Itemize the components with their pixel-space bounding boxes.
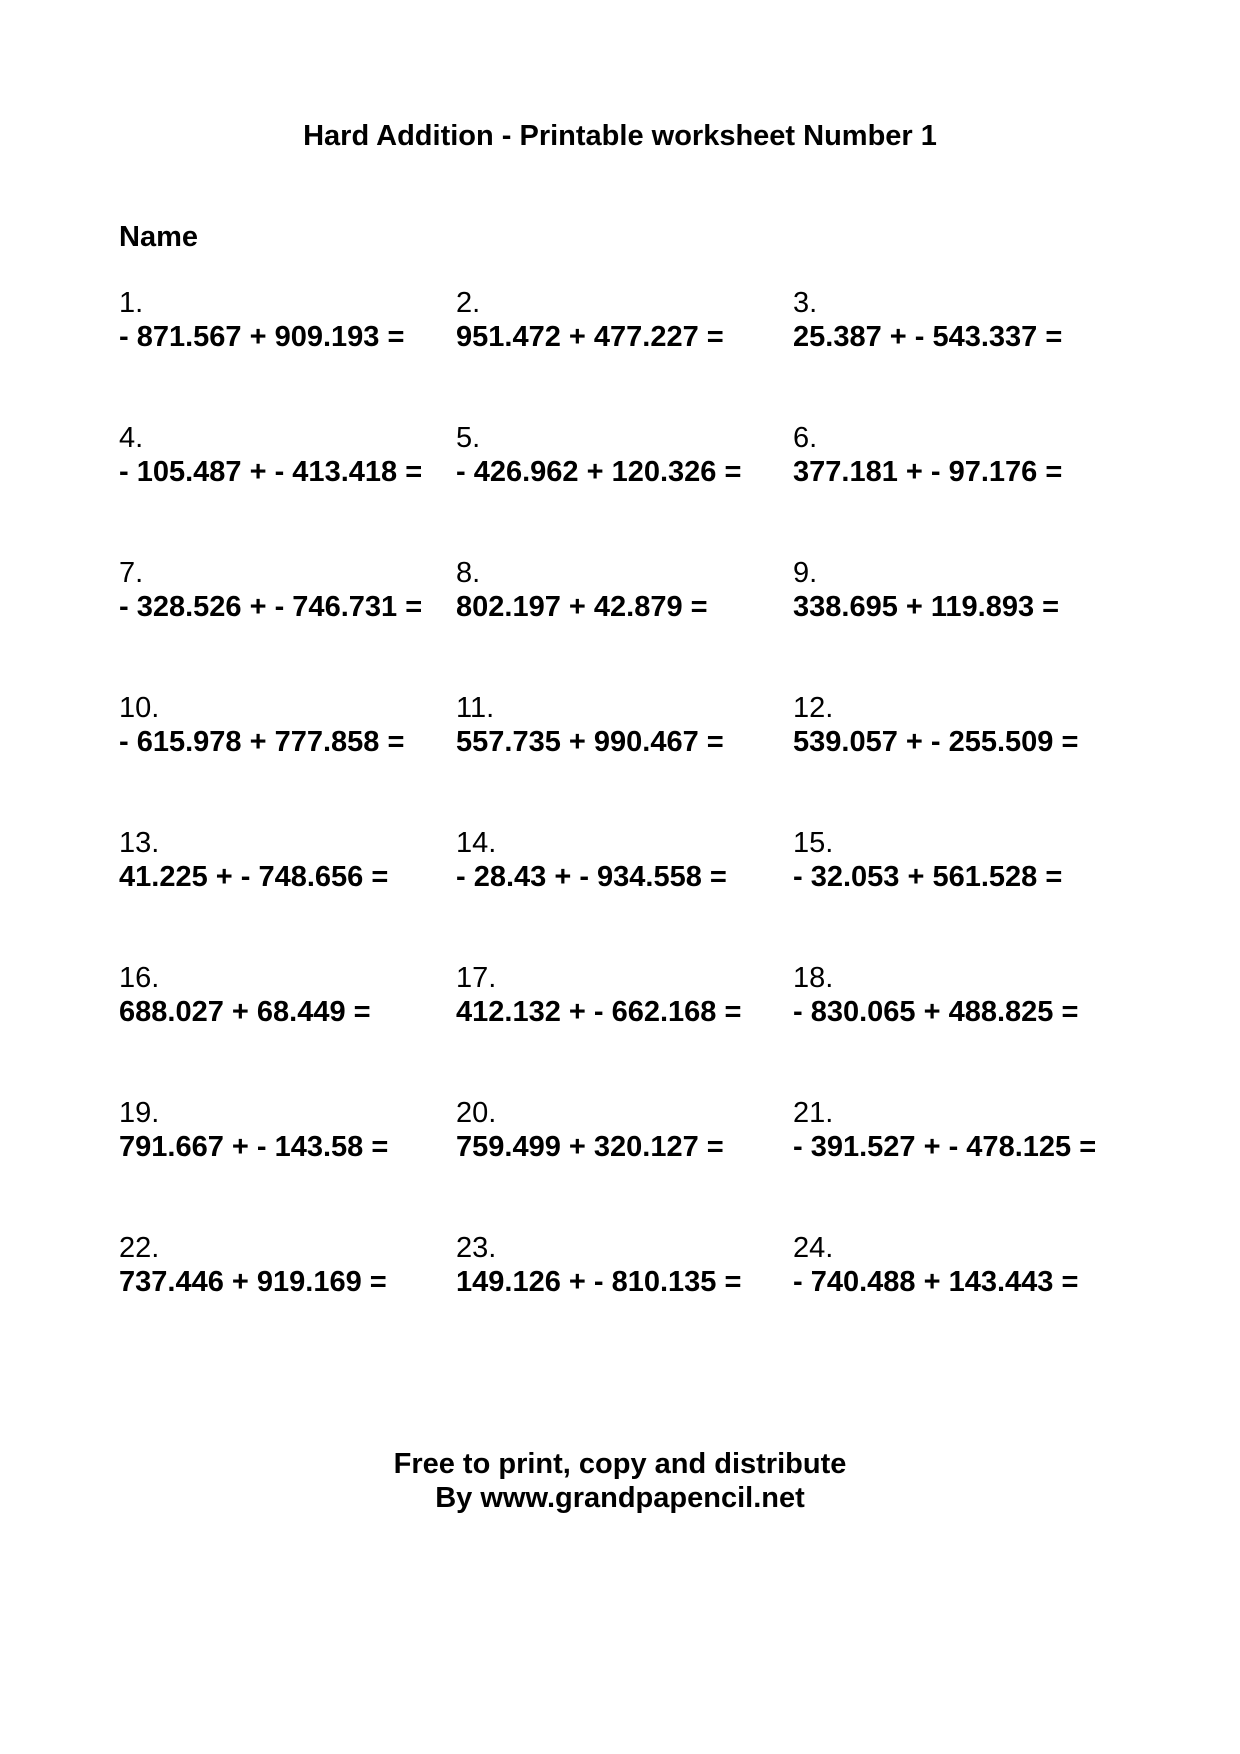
problem-number: 9. (793, 557, 818, 589)
problem-expression: 759.499 + 320.127 = (456, 1131, 724, 1163)
problem-9 (793, 556, 1129, 691)
problem-number: 21. (793, 1097, 834, 1129)
problem-number: 17. (456, 962, 497, 994)
footer-license-line: Free to print, copy and distribute (393, 1448, 847, 1480)
problem-number: 1. (119, 287, 144, 319)
problem-expression: 41.225 + - 748.656 = (119, 861, 389, 893)
problem-expression: - 615.978 + 777.858 = (119, 726, 405, 758)
problem-21 (793, 1096, 1129, 1231)
problem-number: 4. (119, 422, 144, 454)
problem-14 (456, 826, 793, 961)
footer (0, 1447, 1240, 1515)
problem-2 (456, 286, 793, 421)
problem-expression: - 830.065 + 488.825 = (793, 996, 1079, 1028)
problem-expression: - 32.053 + 561.528 = (793, 861, 1063, 893)
problem-number: 8. (456, 557, 481, 589)
problem-1 (119, 286, 456, 421)
problem-number: 5. (456, 422, 481, 454)
problem-number: 20. (456, 1097, 497, 1129)
problem-23 (456, 1231, 793, 1366)
problem-number: 10. (119, 692, 160, 724)
problem-expression: 412.132 + - 662.168 = (456, 996, 742, 1028)
problem-expression: - 426.962 + 120.326 = (456, 456, 742, 488)
problem-expression: - 328.526 + - 746.731 = (119, 591, 423, 623)
problem-expression: 688.027 + 68.449 = (119, 996, 371, 1028)
problem-number: 19. (119, 1097, 160, 1129)
problem-number: 11. (456, 692, 495, 724)
name-label: Name (119, 221, 198, 253)
problem-4 (119, 421, 456, 556)
problem-22 (119, 1231, 456, 1366)
problem-17 (456, 961, 793, 1096)
problem-number: 14. (456, 827, 497, 859)
problem-18 (793, 961, 1129, 1096)
footer-attribution-line: By www.grandpapencil.net (435, 1482, 805, 1514)
problem-11 (456, 691, 793, 826)
problem-number: 13. (119, 827, 160, 859)
problem-number: 24. (793, 1232, 834, 1264)
problem-expression: - 391.527 + - 478.125 = (793, 1131, 1097, 1163)
problem-number: 22. (119, 1232, 160, 1264)
problem-expression: 951.472 + 477.227 = (456, 321, 724, 353)
problem-number: 12. (793, 692, 834, 724)
problem-number: 2. (456, 287, 481, 319)
problem-number: 7. (119, 557, 144, 589)
problem-3 (793, 286, 1129, 421)
problem-8 (456, 556, 793, 691)
problem-20 (456, 1096, 793, 1231)
problem-expression: - 28.43 + - 934.558 = (456, 861, 727, 893)
problem-expression: 557.735 + 990.467 = (456, 726, 724, 758)
problem-grid (119, 286, 1129, 1366)
problem-expression: - 105.487 + - 413.418 = (119, 456, 423, 488)
problem-19 (119, 1096, 456, 1231)
problem-number: 18. (793, 962, 834, 994)
problem-10 (119, 691, 456, 826)
page-title: Hard Addition - Printable worksheet Number 1 (303, 120, 937, 152)
problem-expression: 338.695 + 119.893 = (793, 591, 1060, 623)
problem-number: 16. (119, 962, 160, 994)
problem-expression: 791.667 + - 143.58 = (119, 1131, 389, 1163)
problem-12 (793, 691, 1129, 826)
problem-7 (119, 556, 456, 691)
problem-24 (793, 1231, 1129, 1366)
problem-5 (456, 421, 793, 556)
problem-number: 15. (793, 827, 834, 859)
problem-number: 23. (456, 1232, 497, 1264)
problem-expression: - 740.488 + 143.443 = (793, 1266, 1079, 1298)
problem-expression: 737.446 + 919.169 = (119, 1266, 387, 1298)
problem-13 (119, 826, 456, 961)
problem-expression: 377.181 + - 97.176 = (793, 456, 1063, 488)
problem-number: 6. (793, 422, 818, 454)
problem-15 (793, 826, 1129, 961)
problem-expression: 25.387 + - 543.337 = (793, 321, 1063, 353)
problem-expression: 539.057 + - 255.509 = (793, 726, 1079, 758)
problem-16 (119, 961, 456, 1096)
problem-expression: 802.197 + 42.879 = (456, 591, 708, 623)
problem-expression: - 871.567 + 909.193 = (119, 321, 405, 353)
problem-6 (793, 421, 1129, 556)
problem-expression: 149.126 + - 810.135 = (456, 1266, 742, 1298)
problem-number: 3. (793, 287, 818, 319)
